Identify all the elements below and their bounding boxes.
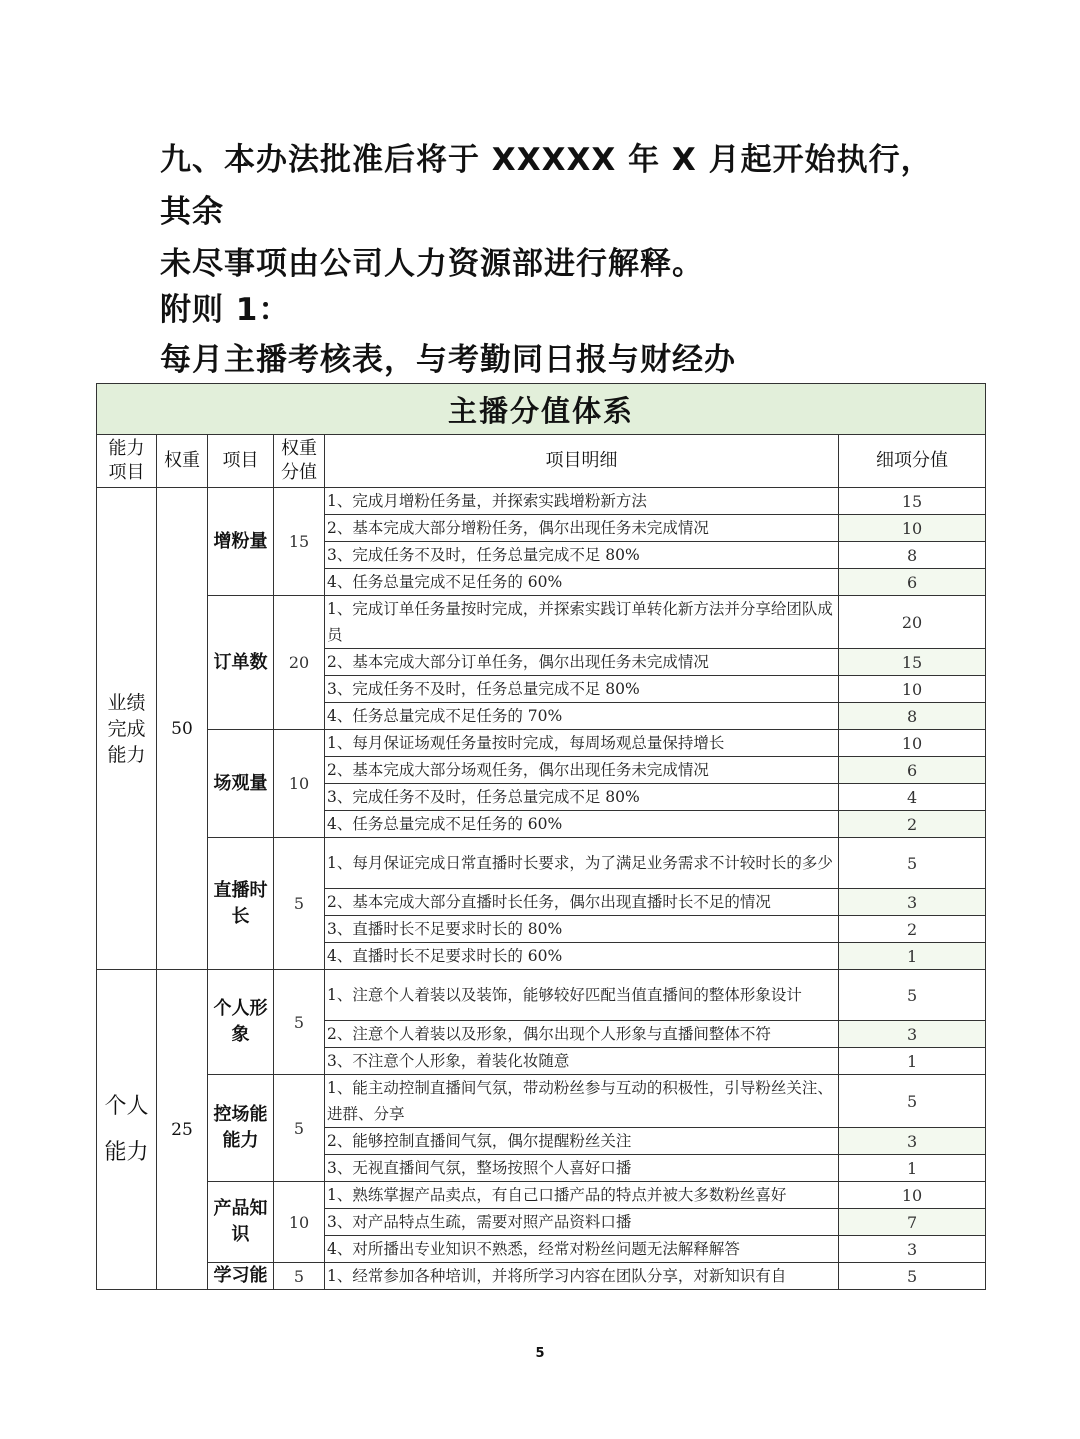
table-row bbox=[97, 838, 986, 889]
detail-score-cell: 3 bbox=[839, 1128, 986, 1155]
detail-cell: 2、基本完成大部分订单任务，偶尔出现任务未完成情况 bbox=[325, 649, 839, 676]
detail-score-cell: 8 bbox=[839, 542, 986, 569]
detail-cell: 3、无视直播间气氛，整场按照个人喜好口播 bbox=[325, 1155, 839, 1182]
header-score: 细项分值 bbox=[839, 435, 986, 488]
item-name-cell: 学习能 bbox=[208, 1263, 274, 1290]
capability-cell: 业绩 完成 能力 bbox=[97, 488, 157, 970]
item-weight-cell: 15 bbox=[274, 488, 325, 596]
table-header-row bbox=[97, 435, 986, 488]
table-row bbox=[97, 1075, 986, 1128]
capability-weight-cell: 25 bbox=[157, 970, 208, 1290]
detail-score-cell: 20 bbox=[839, 596, 986, 649]
detail-cell: 2、基本完成大部分场观任务，偶尔出现任务未完成情况 bbox=[325, 757, 839, 784]
detail-score-cell: 15 bbox=[839, 488, 986, 515]
detail-cell: 4、对所播出专业知识不熟悉，经常对粉丝问题无法解释解答 bbox=[325, 1236, 839, 1263]
detail-score-cell: 5 bbox=[839, 970, 986, 1021]
item-name-cell: 控场能 能力 bbox=[208, 1075, 274, 1182]
table-row bbox=[97, 596, 986, 649]
detail-score-cell: 2 bbox=[839, 811, 986, 838]
detail-score-cell: 5 bbox=[839, 838, 986, 889]
detail-score-cell: 5 bbox=[839, 1075, 986, 1128]
detail-score-cell: 1 bbox=[839, 1048, 986, 1075]
detail-cell: 1、能主动控制直播间气氛，带动粉丝参与互动的积极性，引导粉丝关注、进群、分享 bbox=[325, 1075, 839, 1128]
detail-score-cell: 10 bbox=[839, 676, 986, 703]
detail-cell: 1、经常参加各种培训，并将所学习内容在团队分享，对新知识有自 bbox=[325, 1263, 839, 1290]
annex-title: 每月主播考核表，与考勤同日报与财经办 bbox=[160, 342, 736, 378]
table-title: 主播分值体系 bbox=[97, 384, 986, 435]
detail-cell: 2、基本完成大部分增粉任务，偶尔出现任务未完成情况 bbox=[325, 515, 839, 542]
table-row bbox=[97, 730, 986, 757]
detail-score-cell: 10 bbox=[839, 730, 986, 757]
annex-label: 附则 1： bbox=[160, 292, 291, 328]
detail-cell: 3、完成任务不及时，任务总量完成不足 80% bbox=[325, 784, 839, 811]
header-item: 项目 bbox=[208, 435, 274, 488]
detail-cell: 1、完成订单任务量按时完成，并探索实践订单转化新方法并分享给团队成员 bbox=[325, 596, 839, 649]
detail-score-cell: 10 bbox=[839, 1182, 986, 1209]
detail-score-cell: 7 bbox=[839, 1209, 986, 1236]
score-table bbox=[96, 383, 986, 1290]
detail-cell: 3、完成任务不及时，任务总量完成不足 80% bbox=[325, 676, 839, 703]
detail-score-cell: 3 bbox=[839, 1021, 986, 1048]
detail-score-cell: 8 bbox=[839, 703, 986, 730]
detail-cell: 2、能够控制直播间气氛，偶尔提醒粉丝关注 bbox=[325, 1128, 839, 1155]
detail-score-cell: 10 bbox=[839, 515, 986, 542]
detail-cell: 3、对产品特点生疏，需要对照产品资料口播 bbox=[325, 1209, 839, 1236]
table-row bbox=[97, 970, 986, 1021]
item-name-cell: 产品知 识 bbox=[208, 1182, 274, 1263]
detail-cell: 4、任务总量完成不足任务的 70% bbox=[325, 703, 839, 730]
table-row bbox=[97, 488, 986, 515]
detail-score-cell: 5 bbox=[839, 1263, 986, 1290]
item-name-cell: 增粉量 bbox=[208, 488, 274, 596]
detail-cell: 4、直播时长不足要求时长的 60% bbox=[325, 943, 839, 970]
detail-score-cell: 6 bbox=[839, 757, 986, 784]
detail-cell: 2、基本完成大部分直播时长任务，偶尔出现直播时长不足的情况 bbox=[325, 889, 839, 916]
page-number: 5 bbox=[535, 1346, 545, 1361]
detail-score-cell: 3 bbox=[839, 889, 986, 916]
item-name-cell: 直播时 长 bbox=[208, 838, 274, 970]
detail-cell: 3、完成任务不及时，任务总量完成不足 80% bbox=[325, 542, 839, 569]
paragraph-9-line-2: 未尽事项由公司人力资源部进行解释。 bbox=[160, 246, 704, 282]
detail-score-cell: 3 bbox=[839, 1236, 986, 1263]
detail-cell: 3、直播时长不足要求时长的 80% bbox=[325, 916, 839, 943]
detail-score-cell: 2 bbox=[839, 916, 986, 943]
item-name-cell: 场观量 bbox=[208, 730, 274, 838]
table-row bbox=[97, 1263, 986, 1290]
paragraph-9 bbox=[160, 134, 960, 290]
detail-score-cell: 6 bbox=[839, 569, 986, 596]
detail-score-cell: 1 bbox=[839, 1155, 986, 1182]
item-name-cell: 订单数 bbox=[208, 596, 274, 730]
header-item-weight: 权重 分值 bbox=[274, 435, 325, 488]
detail-score-cell: 15 bbox=[839, 649, 986, 676]
detail-score-cell: 1 bbox=[839, 943, 986, 970]
capability-cell: 个人 能力 bbox=[97, 970, 157, 1290]
table-row bbox=[97, 1182, 986, 1209]
item-weight-cell: 5 bbox=[274, 838, 325, 970]
detail-score-cell: 4 bbox=[839, 784, 986, 811]
detail-cell: 1、完成月增粉任务量，并探索实践增粉新方法 bbox=[325, 488, 839, 515]
header-weight: 权重 bbox=[157, 435, 208, 488]
detail-cell: 4、任务总量完成不足任务的 60% bbox=[325, 569, 839, 596]
detail-cell: 1、每月保证完成日常直播时长要求，为了满足业务需求不计较时长的多少 bbox=[325, 838, 839, 889]
detail-cell: 3、不注意个人形象，着装化妆随意 bbox=[325, 1048, 839, 1075]
header-capability: 能力 项目 bbox=[97, 435, 157, 488]
detail-cell: 4、任务总量完成不足任务的 60% bbox=[325, 811, 839, 838]
item-name-cell: 个人形 象 bbox=[208, 970, 274, 1075]
detail-cell: 1、注意个人着装以及装饰，能够较好匹配当值直播间的整体形象设计 bbox=[325, 970, 839, 1021]
item-weight-cell: 5 bbox=[274, 1075, 325, 1182]
item-weight-cell: 10 bbox=[274, 1182, 325, 1263]
paragraph-9-line-1: 九、本办法批准后将于 XXXXX 年 X 月起开始执行，其余 bbox=[160, 142, 933, 230]
item-weight-cell: 20 bbox=[274, 596, 325, 730]
header-detail: 项目明细 bbox=[325, 435, 839, 488]
item-weight-cell: 5 bbox=[274, 1263, 325, 1290]
detail-cell: 1、每月保证场观任务量按时完成，每周场观总量保持增长 bbox=[325, 730, 839, 757]
detail-cell: 2、注意个人着装以及形象，偶尔出现个人形象与直播间整体不符 bbox=[325, 1021, 839, 1048]
item-weight-cell: 10 bbox=[274, 730, 325, 838]
detail-cell: 1、熟练掌握产品卖点，有自己口播产品的特点并被大多数粉丝喜好 bbox=[325, 1182, 839, 1209]
capability-weight-cell: 50 bbox=[157, 488, 208, 970]
item-weight-cell: 5 bbox=[274, 970, 325, 1075]
